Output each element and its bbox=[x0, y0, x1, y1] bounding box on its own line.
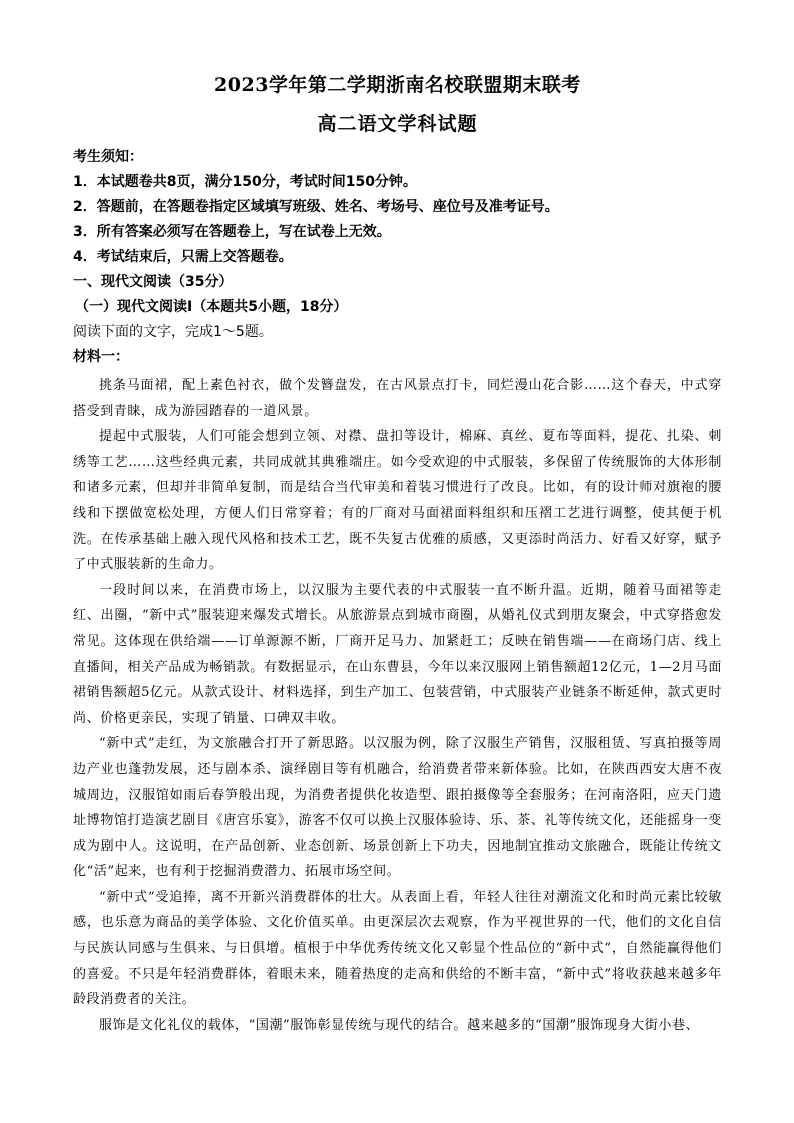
passage-paragraph: 挑条马面裙，配上素色衬衣，做个发簪盘发，在古风景点打卡，同烂漫山花合影……这个春天，中式穿搭受到青睐，成为游园踏春的一道风景。 bbox=[73, 378, 722, 419]
notice-item: 2．答题前，在答题卷指定区域填写班级、姓名、考场号、座位号及准考证号。 bbox=[73, 199, 559, 215]
notice-heading: 考生须知： bbox=[73, 149, 143, 165]
section-block bbox=[73, 270, 722, 370]
passage-paragraph: “新中式”走红，为文旅融合打开了新思路。以汉服为例，除了汉服生产销售，汉服租赁、写真拍摄等周边产业也蓬勃发展，还与剧本杀、演绎剧目等有机融合，给消费者带来新体验。比如，在陕西西安大唐不夜城周边，汉服馆如雨后春笋般出现，为消费者提供化妆造型、跟拍摄像等全套服务；在河南洛阳，应天门遗址博物馆打造演艺剧目《唐宫乐宴》，游客不仅可以换上汉服体验诗、乐、茶、礼等传统文化，还能摇身一变成为剧中人。这说明，在产品创新、业态创新、场景创新上下功夫，因地制宜推动文旅融合，既能让传统文化“活”起来，也有利于挖掘消费潜力、拓展市场空间。 bbox=[73, 736, 722, 880]
notice-item: 4．考试结束后，只需上交答题卷。 bbox=[73, 249, 293, 265]
notice-item: 3．所有答案必须写在答题卷上，写在试卷上无效。 bbox=[73, 224, 391, 240]
exam-title: 2023学年第二学期浙南名校联盟期末联考 bbox=[214, 74, 581, 96]
material-label: 材料一： bbox=[73, 349, 129, 365]
notice-block bbox=[73, 145, 722, 270]
notice-item: 1．本试题卷共8页，满分150分，考试时间150分钟。 bbox=[73, 174, 417, 190]
passage-paragraph: 一段时间以来，在消费市场上，以汉服为主要代表的中式服装一直不断升温。近期，随着马面裙等走红、出圈，“新中式”服装迎来爆发式增长。从旅游景点到城市商圈，从婚礼仪式到朋友聚会，中式穿搭愈发常见。这体现在供给端——订单源源不断，厂商开足马力、加紧赶工；反映在销售端——在商场门店、线上直播间，相关产品成为畅销款。有数据显示，在山东曹县，今年以来汉服网上销售额超12亿元，1—2月马面裙销售额超5亿元。从款式设计、材料选择，到生产加工、包装营销，中式服装产业链条不断延伸，款式更时尚、价格更亲民，实现了销量、口碑双丰收。 bbox=[73, 582, 722, 726]
reading-passage bbox=[73, 373, 722, 1038]
section-subheading: （一）现代文阅读Ⅰ（本题共5小题，18分） bbox=[75, 299, 348, 315]
exam-subtitle: 高二语文学科试题 bbox=[317, 113, 478, 135]
reading-instruction: 阅读下面的文字，完成1～5题。 bbox=[73, 324, 273, 340]
passage-paragraph: 提起中式服装，人们可能会想到立领、对襟、盘扣等设计，棉麻、真丝、夏布等面料，提花、扎染、刺绣等工艺……这些经典元素，共同成就其典雅端庄。如今受欢迎的中式服装，多保留了传统服饰的大体形制和诸多元素，但却并非简单复制，而是结合当代审美和着装习惯进行了改良。比如，有的设计师对旗袍的腰线和下摆做宽松处理，方便人们日常穿着；有的厂商对马面裙面料组织和压褶工艺进行调整，使其便于机洗。在传承基础上融入现代风格和技术工艺，既不失复古优雅的质感，又更添时尚活力、好看又好穿，赋予了中式服装新的生命力。 bbox=[73, 429, 722, 573]
passage-paragraph: “新中式”受追捧，离不开新兴消费群体的壮大。从表面上看，年轻人往往对潮流文化和时尚元素比较敏感，也乐意为商品的美学体验、文化价值买单。由更深层次去观察，作为平视世界的一代，他们的文化自信与民族认同感与生俱来、与日俱增。植根于中华优秀传统文化又彰显个性品位的“新中式”，自然能赢得他们的喜爱。不只是年轻消费群体，着眼未来，随着热度的走高和供给的不断丰富，“新中式”将收获越来越多年龄段消费者的关注。 bbox=[73, 889, 722, 1008]
section-heading: 一、现代文阅读（35分） bbox=[73, 274, 233, 290]
passage-paragraph: 服饰是文化礼仪的载体，“国潮”服饰彰显传统与现代的结合。越来越多的“国潮”服饰现身大街小巷、 bbox=[99, 1017, 700, 1033]
